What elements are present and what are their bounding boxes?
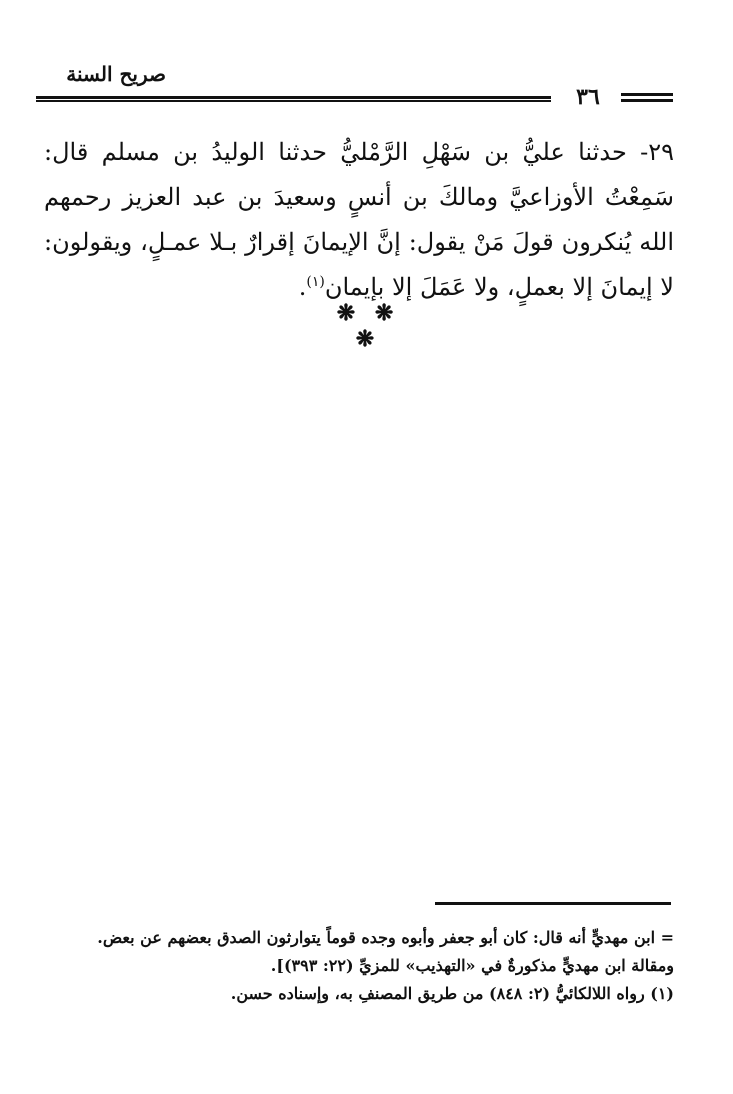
page-number-rule-top	[621, 93, 673, 96]
hadith-paragraph	[44, 130, 674, 310]
header-rule-thick	[36, 96, 551, 99]
footnote-marker: (١)	[306, 274, 325, 290]
page-number: ٣٦	[576, 84, 600, 110]
footnote-line: = ابن مهديٍّ أنه قال: كان أبو جعفر وأبوه وجده قوماً يتوارثون الصدق بعضهم عن بعض.	[97, 928, 674, 947]
page-number-rule-bottom	[621, 99, 673, 102]
footnote-line: ومقالة ابن مهديٍّ مذكورةٌ في «التهذيب» للمزيِّ (٢٢: ٣٩٣)].	[270, 956, 674, 975]
footnotes	[44, 924, 674, 1008]
hadith-text: ٢٩- حدثنا عليُّ بن سَهْلِ الرَّمْليُّ حدثنا الوليدُ بن مسلم قال: سَمِعْتُ الأوزاعيَّ ومالكَ بن أنسٍ وسعيدَ بن عبد العزيز رحمهم الله يُنكرون قولَ مَنْ يقول: إنَّ الإيمانَ إقرارٌ بـلا عمـلٍ، ويقولون: لا إيمانَ إلا بعملٍ، ولا عَمَلَ إلا بإيمان	[44, 138, 674, 301]
running-header-title: صريح السنة	[66, 62, 166, 86]
section-separator: ❋ ❋ ❋	[336, 300, 400, 352]
header-rule-thin	[36, 100, 551, 102]
footnote-line: (١) رواه اللالكائيُّ (٢: ٨٤٨) من طريق المصنفِ به، وإسناده حسن.	[230, 984, 674, 1003]
paragraph-end: .	[298, 273, 307, 301]
footnote-rule	[435, 902, 671, 905]
